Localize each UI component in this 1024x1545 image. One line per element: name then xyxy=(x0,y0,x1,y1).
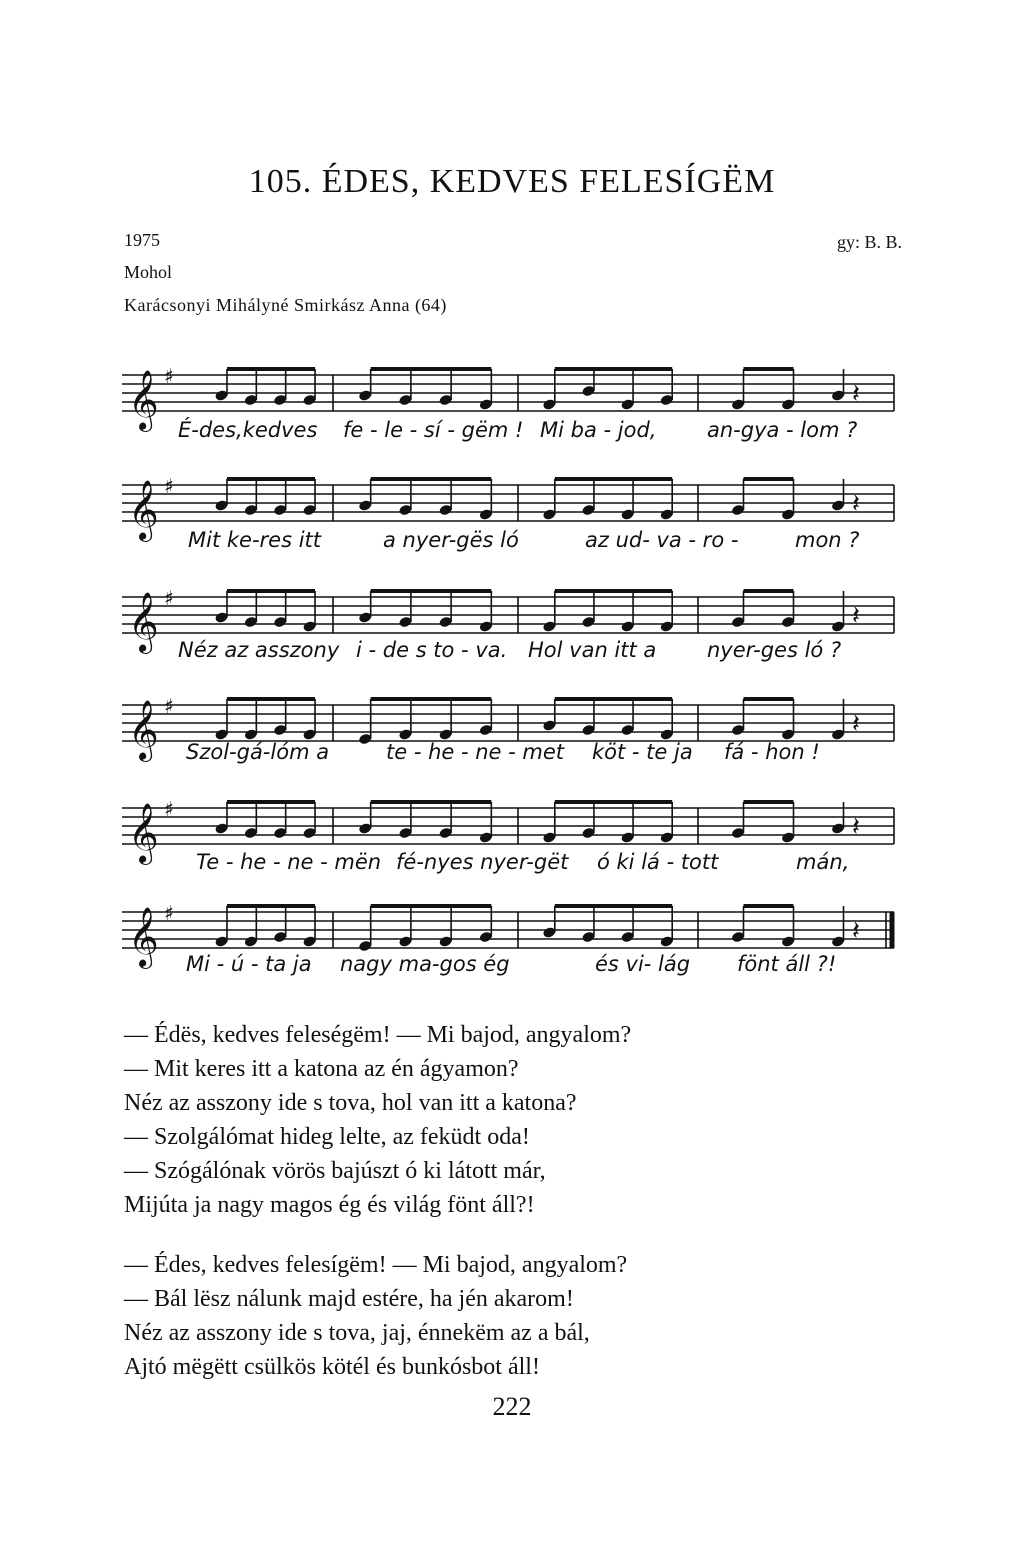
recording-place: Mohol xyxy=(124,262,173,282)
treble-clef-icon: 𝄞 xyxy=(128,907,159,967)
verse-line: — Mit keres itt a katona az én ágyamon? xyxy=(124,1056,519,1082)
key-sharp-icon: ♯ xyxy=(164,474,174,498)
quarter-rest-icon: 𝄽 xyxy=(852,709,860,739)
lyric-3-4: nyer-ges ló ? xyxy=(707,638,842,662)
stanza-2 xyxy=(124,1248,904,1384)
song-title: 105. ÉDES, KEDVES FELESÍGËM xyxy=(248,163,776,200)
lyric-6-2: nagy ma-gos ég xyxy=(340,952,510,976)
key-sharp-icon: ♯ xyxy=(164,901,174,925)
lyric-2-2: a nyer-gës ló xyxy=(383,528,519,552)
verse-line: — Édes, kedves felesígëm! — Mi bajod, angyalom? xyxy=(124,1252,628,1278)
collector-initials: gy: B. B. xyxy=(836,232,902,252)
lyric-5-4: mán, xyxy=(796,850,850,874)
key-sharp-icon: ♯ xyxy=(164,694,174,718)
lyric-6-4: fönt áll ?! xyxy=(737,952,837,976)
lyric-6-3: és vi- lág xyxy=(595,952,691,976)
treble-clef-icon: 𝄞 xyxy=(128,480,159,540)
lyric-3-1: Néz az asszony xyxy=(178,638,340,662)
lyric-2-1: Mit ke-res itt xyxy=(188,528,321,552)
quarter-rest-icon: 𝄽 xyxy=(852,812,860,842)
lyric-1-4: an-gya - lom ? xyxy=(707,418,858,442)
treble-clef-icon: 𝄞 xyxy=(128,592,159,652)
lyric-6-1: Mi - ú - ta ja xyxy=(186,952,312,976)
lyric-4-2: te - he - ne - met xyxy=(386,740,565,764)
quarter-rest-icon: 𝄽 xyxy=(852,489,860,519)
lyric-5-3: ó ki lá - tott xyxy=(597,850,719,874)
verse-line: — Bál lësz nálunk majd estére, ha jén akarom! xyxy=(124,1286,574,1312)
verse-line: — Szógálónak vörös bajúszt ó ki látott már, xyxy=(124,1158,546,1184)
lyric-5-1: Te - he - ne - mën xyxy=(196,850,382,874)
key-sharp-icon: ♯ xyxy=(164,364,174,388)
stanza-1 xyxy=(124,1018,904,1222)
lyric-1-3: Mi ba - jod, xyxy=(540,418,657,442)
verse-line: Néz az asszony ide s tova, hol van itt a katona? xyxy=(124,1090,577,1116)
verse-line: Mijúta ja nagy magos ég és világ fönt áll?! xyxy=(124,1192,535,1218)
lyric-4-1: Szol-gá-lóm a xyxy=(186,740,330,764)
key-sharp-icon: ♯ xyxy=(164,797,174,821)
verse-line: Ajtó mëgëtt csülkös kötél és bunkósbot áll! xyxy=(124,1354,540,1380)
page-number: 222 xyxy=(492,1392,532,1421)
lyric-1-2: fe - le - sí - gëm ! xyxy=(343,418,524,442)
lyric-4-3: köt - te ja xyxy=(592,740,693,764)
verse-line: Néz az asszony ide s tova, jaj, énnekëm az a bál, xyxy=(124,1320,590,1346)
verse-line: — Szolgálómat hideg lelte, az feküdt oda! xyxy=(124,1124,530,1150)
treble-clef-icon: 𝄞 xyxy=(128,700,159,760)
verse-line: — Édës, kedves feleségëm! — Mi bajod, angyalom? xyxy=(124,1022,632,1048)
verses-block xyxy=(124,1018,904,1410)
singer-name: Karácsonyi Mihályné Smirkász Anna (64) xyxy=(124,295,447,315)
lyric-4-4: fá - hon ! xyxy=(724,740,820,764)
treble-clef-icon: 𝄞 xyxy=(128,370,159,430)
quarter-rest-icon: 𝄽 xyxy=(852,601,860,631)
lyric-3-2: i - de s to - va. xyxy=(356,638,508,662)
lyric-2-4: mon ? xyxy=(795,528,860,552)
key-sharp-icon: ♯ xyxy=(164,586,174,610)
lyric-1-1: É-des,kedves xyxy=(178,418,318,442)
lyric-2-3: az ud- va - ro - xyxy=(585,528,739,552)
quarter-rest-icon: 𝄽 xyxy=(852,916,860,946)
lyric-5-2: fé-nyes nyer-gët xyxy=(396,850,569,874)
quarter-rest-icon: 𝄽 xyxy=(852,379,860,409)
recording-year: 1975 xyxy=(124,230,160,250)
treble-clef-icon: 𝄞 xyxy=(128,803,159,863)
lyric-3-3: Hol van itt a xyxy=(528,638,657,662)
